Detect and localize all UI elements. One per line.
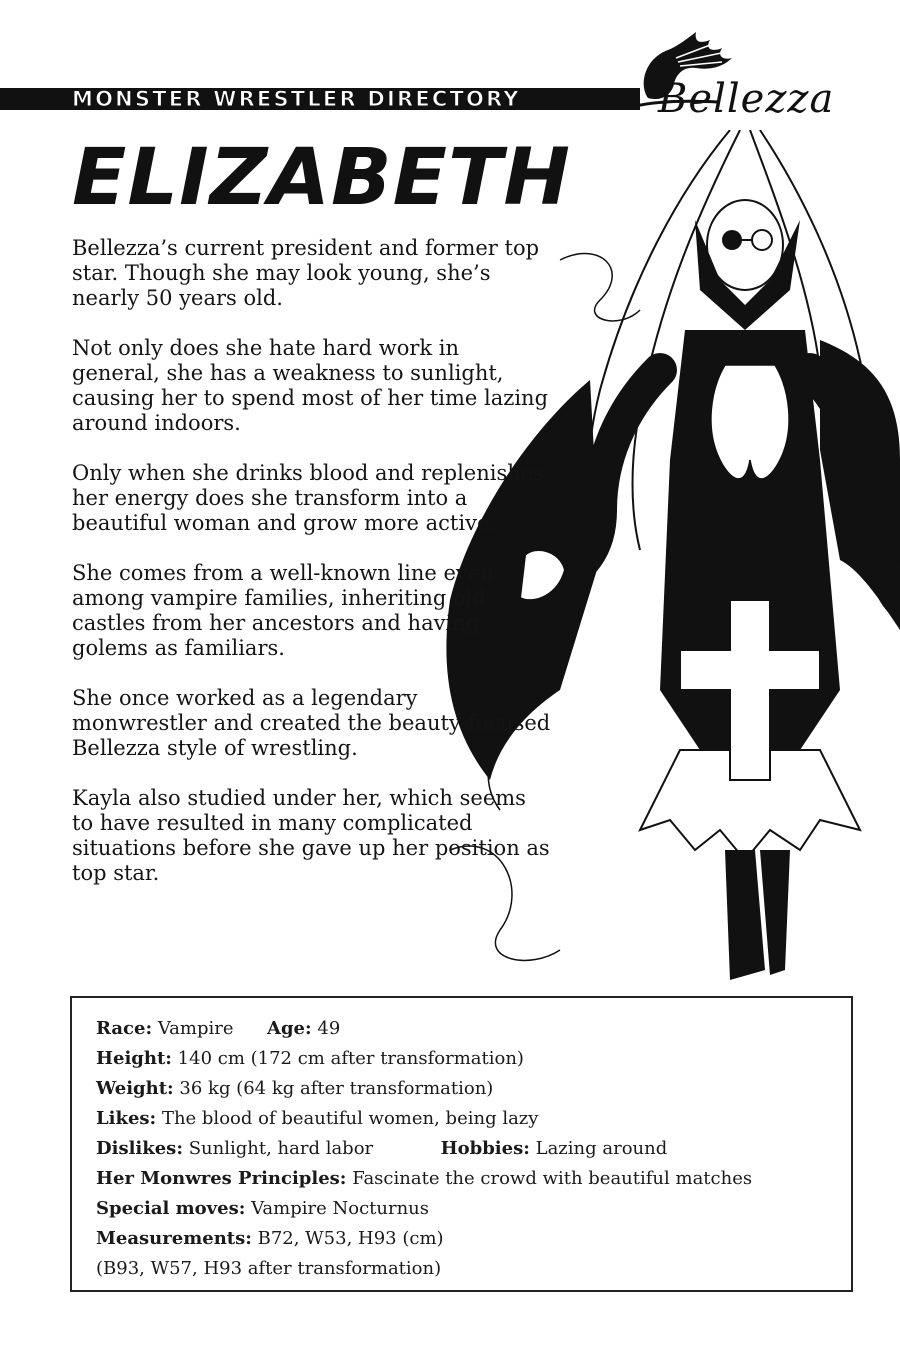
profile-row-weight xyxy=(96,1074,841,1104)
bio-paragraph: Only when she drinks blood and replenishes her energy does she transform into a beautiful woman and grow more active. xyxy=(72,461,544,535)
hobbies-value: Lazing around xyxy=(535,1138,668,1159)
profile-row-likes xyxy=(96,1104,841,1134)
profile-row-measurements-after xyxy=(96,1254,841,1284)
moves-value: Vampire Nocturnus xyxy=(251,1198,430,1219)
profile-row-dislikes-hobbies xyxy=(96,1134,841,1164)
moves-label: Special moves: xyxy=(96,1198,246,1219)
measurements-after-value: (B93, W57, H93 after transformation) xyxy=(96,1258,442,1279)
profile-row-principles xyxy=(96,1164,841,1194)
profile-box xyxy=(70,996,853,1292)
measurements-label: Measurements: xyxy=(96,1228,252,1249)
bio-paragraph: Kayla also studied under her, which seems to have resulted in many complicated situations before she gave up her position as top star. xyxy=(72,786,550,885)
weight-value: 36 kg (64 kg after transformation) xyxy=(179,1078,494,1099)
age-value: 49 xyxy=(317,1018,341,1039)
hobbies-label: Hobbies: xyxy=(440,1138,530,1159)
profile-row-moves xyxy=(96,1194,841,1224)
profile-row-height xyxy=(96,1044,841,1074)
principles-label: Her Monwres Principles: xyxy=(96,1168,347,1189)
weight-label: Weight: xyxy=(96,1078,174,1099)
section-label: MONSTER WRESTLER DIRECTORY xyxy=(72,87,521,111)
bio-paragraph: She once worked as a legendary monwrestler and created the beauty-focused Bellezza style of wrestling. xyxy=(72,686,551,760)
page-title: ELIZABETH xyxy=(72,133,571,223)
profile-row-measurements xyxy=(96,1224,841,1254)
race-value: Vampire xyxy=(157,1018,234,1039)
principles-value: Fascinate the crowd with beautiful matches xyxy=(352,1168,753,1189)
likes-label: Likes: xyxy=(96,1108,157,1129)
race-label: Race: xyxy=(96,1018,153,1039)
profile-row-race-age xyxy=(96,1014,841,1044)
bio-paragraph: Not only does she hate hard work in general, she has a weakness to sunlight, causing her to spend most of her time lazing around indoors. xyxy=(72,336,549,435)
dislikes-label: Dislikes: xyxy=(96,1138,183,1159)
age-label: Age: xyxy=(266,1018,312,1039)
bio-paragraph: She comes from a well-known line even among vampire families, inheriting old castles from her ancestors and having golems as familiars. xyxy=(72,561,494,660)
height-value: 140 cm (172 cm after transformation) xyxy=(177,1048,524,1069)
height-label: Height: xyxy=(96,1048,172,1069)
measurements-value: B72, W53, H93 (cm) xyxy=(257,1228,444,1249)
likes-value: The blood of beautiful women, being lazy xyxy=(161,1108,539,1129)
dislikes-value: Sunlight, hard labor xyxy=(188,1138,374,1159)
bellezza-logo xyxy=(618,28,888,122)
bio-paragraph: Bellezza’s current president and former top star. Though she may look young, she’s nearly 50 years old. xyxy=(72,236,540,310)
bio-text xyxy=(72,236,552,911)
logo-text: Bellezza xyxy=(658,76,835,122)
